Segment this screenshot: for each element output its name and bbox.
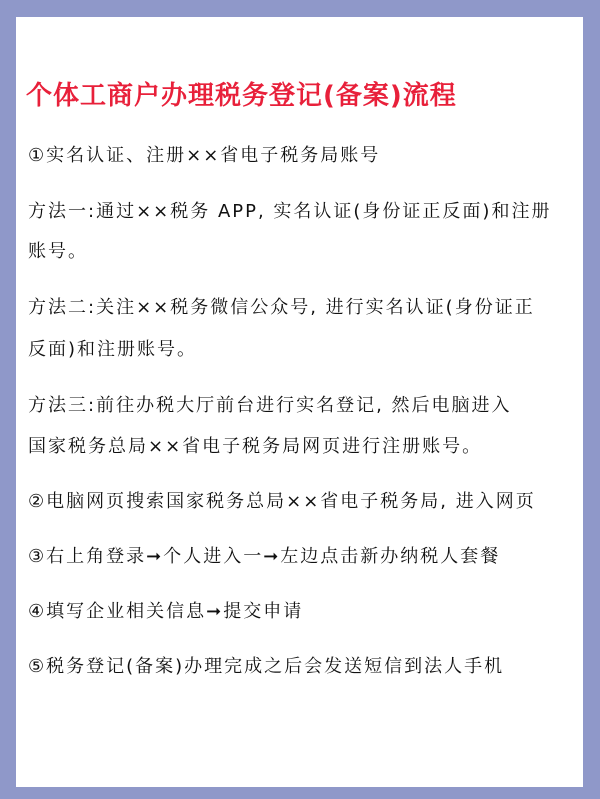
method-1-line-1: 方法一:通过××税务 APP, 实名认证(身份证正反面)和注册	[28, 201, 552, 222]
method-1-line-2: 账号。	[28, 241, 88, 262]
method-3-line-2: 国家税务总局××省电子税务局网页进行注册账号。	[28, 436, 483, 457]
method-2-line-2: 反面)和注册账号。	[28, 339, 198, 360]
step-3-text: ③右上角登录➞个人进入一➞左边点击新办纳税人套餐	[28, 546, 501, 567]
step-4-text: ④填写企业相关信息➞提交申请	[28, 601, 304, 622]
step-1-text: ①实名认证、注册××省电子税务局账号	[28, 145, 381, 166]
step-2-text: ②电脑网页搜索国家税务总局××省电子税务局, 进入网页	[28, 491, 536, 512]
page-title: 个体工商户办理税务登记(备案)流程	[26, 81, 457, 111]
step-5-text: ⑤税务登记(备案)办理完成之后会发送短信到法人手机	[28, 656, 505, 677]
document-card	[16, 17, 583, 787]
method-2-line-1: 方法二:关注××税务微信公众号, 进行实名认证(身份证正	[28, 297, 535, 318]
method-3-line-1: 方法三:前往办税大厅前台进行实名登记, 然后电脑进入	[28, 395, 512, 416]
